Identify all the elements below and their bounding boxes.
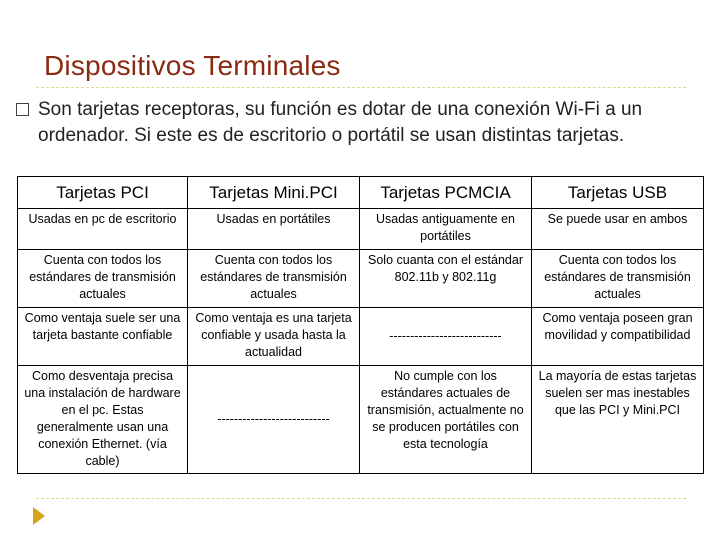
table-cell: Solo cuanta con el estándar 802.11b y 802.11g <box>360 250 532 308</box>
table-cell: --------------------------- <box>188 366 360 474</box>
table-cell: Como ventaja suele ser una tarjeta bastante confiable <box>18 308 188 366</box>
header-pcmcia: Tarjetas PCMCIA <box>360 177 532 209</box>
table-cell: Usadas en pc de escritorio <box>18 209 188 250</box>
table-cell: Como desventaja precisa una instalación de hardware en el pc. Estas generalmente usan una conexión Ethernet. (vía cable) <box>18 366 188 474</box>
checkbox-bullet-icon <box>16 103 29 116</box>
table-header-row <box>18 177 704 209</box>
table-cell: Como ventaja poseen gran movilidad y compatibilidad <box>532 308 704 366</box>
table-cell: Usadas antiguamente en portátiles <box>360 209 532 250</box>
table-cell: Cuenta con todos los estándares de transmisión actuales <box>188 250 360 308</box>
header-pci: Tarjetas PCI <box>18 177 188 209</box>
table-cell: Como ventaja es una tarjeta confiable y usada hasta la actualidad <box>188 308 360 366</box>
bottom-divider <box>36 498 686 499</box>
header-minipci: Tarjetas Mini.PCI <box>188 177 360 209</box>
table-row <box>18 308 704 366</box>
next-arrow-icon[interactable] <box>33 507 45 525</box>
table-cell: Cuenta con todos los estándares de transmisión actuales <box>532 250 704 308</box>
table-row <box>18 366 704 474</box>
table-cell: La mayoría de estas tarjetas suelen ser mas inestables que las PCI y Mini.PCI <box>532 366 704 474</box>
slide-title: Dispositivos Terminales <box>44 50 341 81</box>
title-divider <box>36 87 686 88</box>
header-usb: Tarjetas USB <box>532 177 704 209</box>
table-cell: Cuenta con todos los estándares de transmisión actuales <box>18 250 188 308</box>
table-row <box>18 250 704 308</box>
bullet-text: Son tarjetas receptoras, su función es dotar de una conexión Wi-Fi a un ordenador. Si este es de escritorio o portátil se usan distintas tarjetas. <box>38 99 643 146</box>
table-cell: Se puede usar en ambos <box>532 209 704 250</box>
table-cell: Usadas en portátiles <box>188 209 360 250</box>
table-cell: --------------------------- <box>360 308 532 366</box>
table-row <box>18 209 704 250</box>
table-cell: No cumple con los estándares actuales de transmisión, actualmente no se producen portátiles con esta tecnología <box>360 366 532 474</box>
comparison-table <box>17 176 704 474</box>
